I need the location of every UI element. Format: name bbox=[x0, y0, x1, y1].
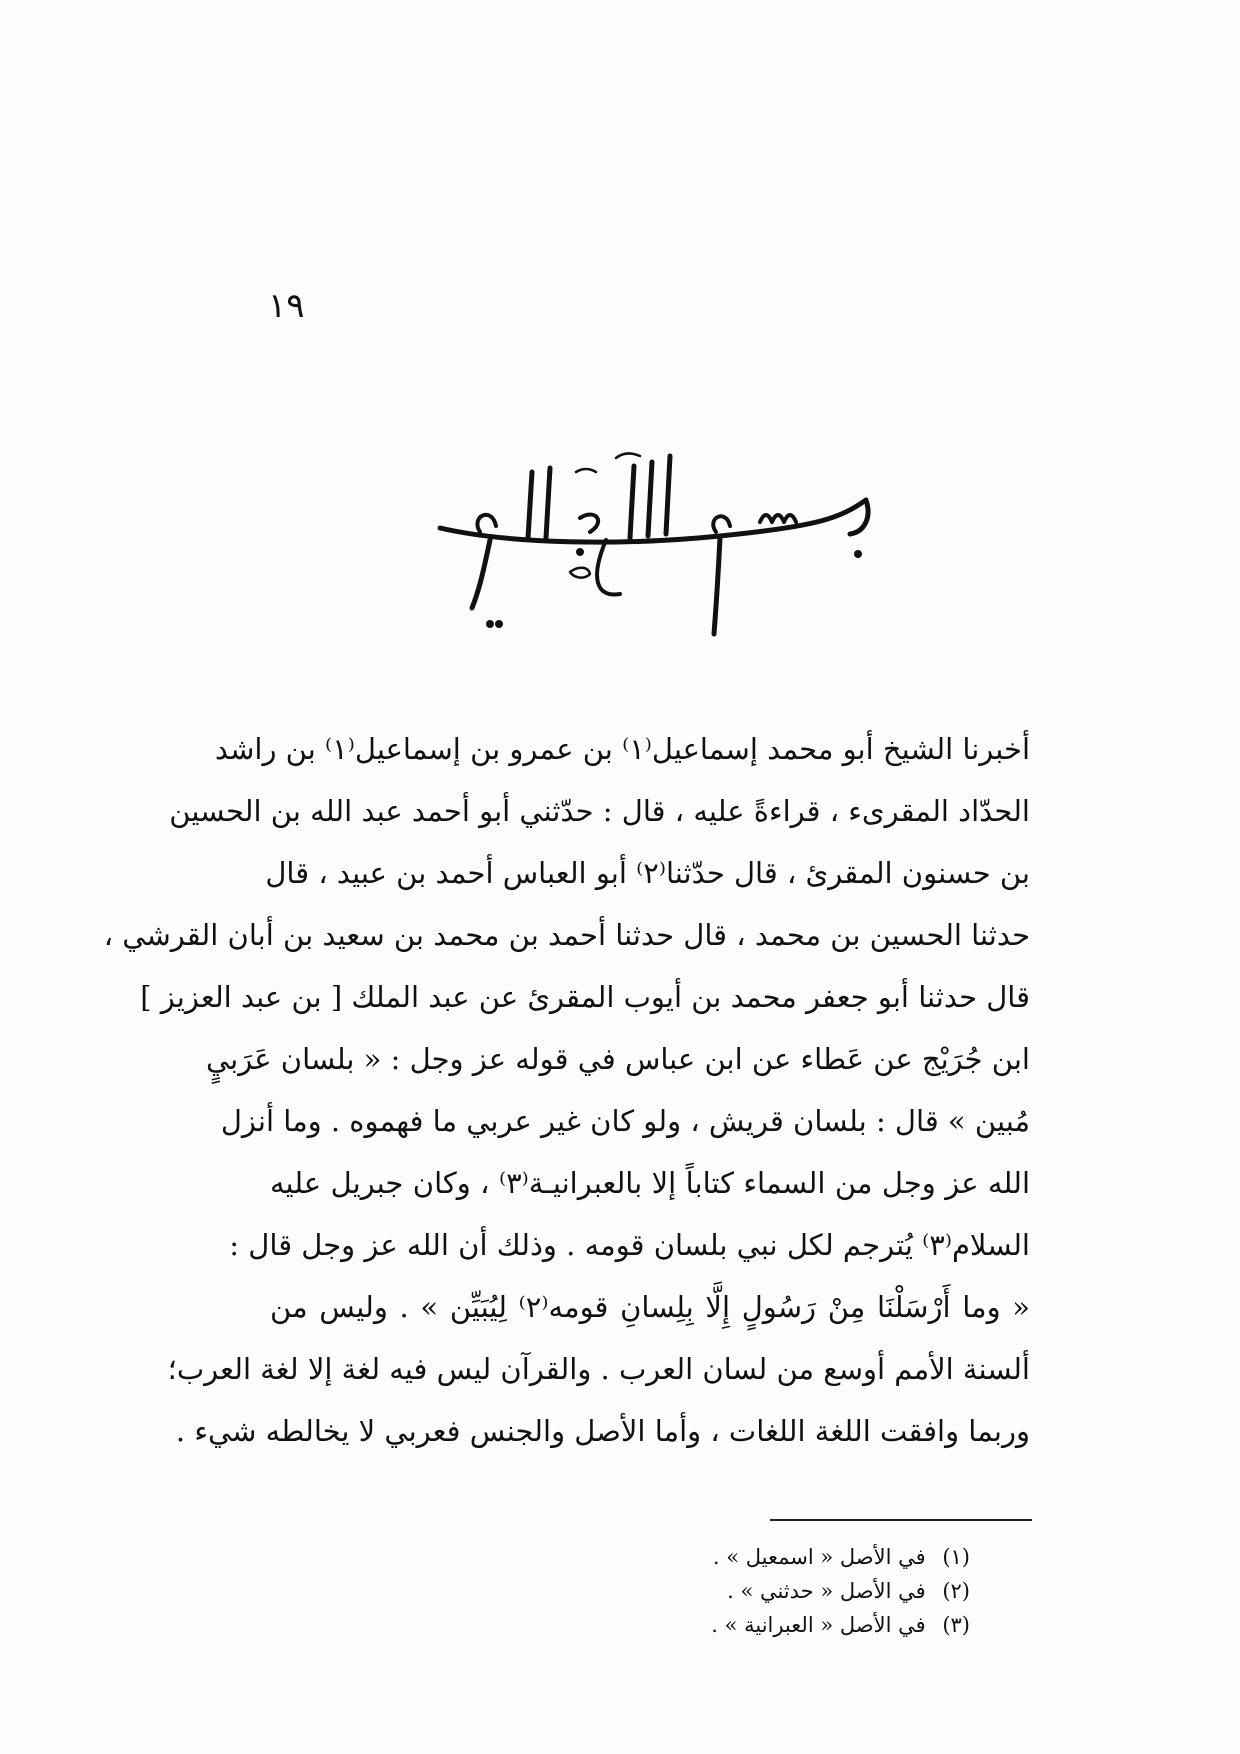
body-line: ألسنة الأمم أوسع من لسان العرب . والقرآن ليس فيه لغة إلا لغة العرب؛ bbox=[167, 1352, 1030, 1386]
body-line: « وما أَرْسَلْنَا مِنْ رَسُولٍ إِلَّا بِلِسانِ قومه⁽٢⁾ لِيُبَيِّن » . وليس من bbox=[270, 1290, 1030, 1324]
basmala-calligraphy-image bbox=[420, 448, 880, 640]
body-line: حدثنا الحسين بن محمد ، قال حدثنا أحمد بن محمد بن سعيد بن أبان القرشي ، bbox=[103, 918, 1030, 952]
body-line: ابن جُرَيْج عن عَطاء عن ابن عباس في قوله عز وجل : « بلسان عَرَبيٍ bbox=[206, 1042, 1030, 1076]
body-line: السلام⁽٣⁾ يُترجم لكل نبي بلسان قومه . وذلك أن الله عز وجل قال : bbox=[229, 1228, 1030, 1262]
body-line: مُبين » قال : بلسان قريش ، ولو كان غير عربي ما فهموه . وما أنزل bbox=[220, 1104, 1030, 1138]
body-line: أخبرنا الشيخ أبو محمد إسماعيل⁽١⁾ بن عمرو بن إسماعيل⁽١⁾ بن راشد bbox=[214, 732, 1030, 766]
footnote-separator bbox=[770, 1519, 1032, 1521]
footnote-number: (٢) bbox=[942, 1579, 970, 1603]
body-line: الحدّاد المقرىء ، قراءةً عليه ، قال : حدّثني أبو أحمد عبد الله بن الحسين bbox=[169, 794, 1030, 828]
body-line: بن حسنون المقرئ ، قال حدّثنا⁽٢⁾ أبو العباس أحمد بن عبيد ، قال bbox=[265, 856, 1030, 890]
body-line: قال حدثنا أبو جعفر محمد بن أيوب المقرئ عن عبد الملك [ بن عبد العزيز ] bbox=[140, 980, 1030, 1014]
body-text bbox=[103, 718, 1030, 1462]
footnote-item bbox=[620, 1608, 970, 1642]
body-line: الله عز وجل من السماء كتاباً إلا بالعبرانيـة⁽٣⁾ ، وكان جبريل عليه bbox=[270, 1166, 1030, 1200]
footnote-number: (٣) bbox=[942, 1613, 970, 1637]
footnotes bbox=[620, 1540, 970, 1642]
footnote-text: في الأصل « اسمعيل » . bbox=[712, 1545, 926, 1569]
footnote-text: في الأصل « حدثني » . bbox=[727, 1579, 926, 1603]
footnote-item bbox=[620, 1574, 970, 1608]
footnote-text: في الأصل « العبرانية » . bbox=[711, 1613, 926, 1637]
footnote-number: (١) bbox=[942, 1545, 970, 1569]
page-number: ١٩ bbox=[268, 286, 305, 326]
body-line: وربما وافقت اللغة اللغات ، وأما الأصل والجنس فعربي لا يخالطه شيء . bbox=[175, 1414, 1030, 1448]
basmala-calligraphy bbox=[420, 448, 880, 640]
footnote-item bbox=[620, 1540, 970, 1574]
